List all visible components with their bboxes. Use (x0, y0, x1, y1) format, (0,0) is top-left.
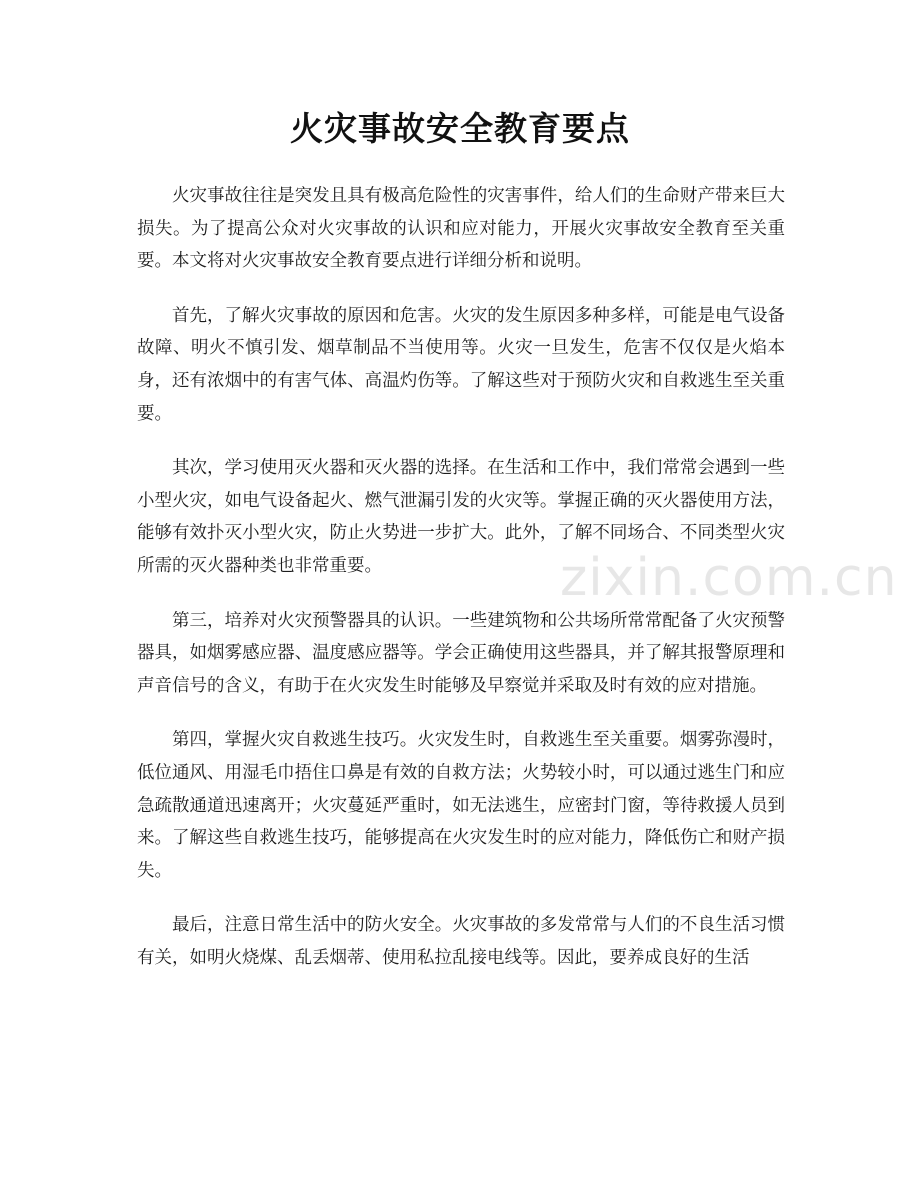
watermark-text: zixin.com.cn (560, 548, 898, 608)
paragraph-intro: 火灾事故往往是突发且具有极高危险性的灾害事件，给人们的生命财产带来巨大损失。为了提高公众对火灾事故的认识和应对能力，开展火灾事故安全教育至关重要。本文将对火灾事故安全教育要点进行详细分析和说明。 (137, 186, 785, 272)
paragraph-alarm: 第三，培养对火灾预警器具的认识。一些建筑物和公共场所常常配备了火灾预警器具，如烟雾感应器、温度感应器等。学会正确使用这些器具，并了解其报警原理和声音信号的含义，有助于在火灾发生时能够及早察觉并采取及时有效的应对措施。 (137, 610, 785, 696)
document-title: 火灾事故安全教育要点 (290, 109, 630, 148)
paragraph-extinguisher: 其次，学习使用灭火器和灭火器的选择。在生活和工作中，我们常常会遇到一些小型火灾，如电气设备起火、燃气泄漏引发的火灾等。掌握正确的灭火器使用方法，能够有效扑灭小型火灾，防止火势进一步扩大。此外，了解不同场合、不同类型火灾所需的灭火器种类也非常重要。 (137, 458, 785, 576)
document-body (137, 180, 785, 996)
paragraph-causes: 首先，了解火灾事故的原因和危害。火灾的发生原因多种多样，可能是电气设备故障、明火不慎引发、烟草制品不当使用等。火灾一旦发生，危害不仅仅是火焰本身，还有浓烟中的有害气体、高温灼伤等。了解这些对于预防火灾和自救逃生至关重要。 (137, 305, 785, 424)
paragraph-escape: 第四，掌握火灾自救逃生技巧。火灾发生时，自救逃生至关重要。烟雾弥漫时，低位通风、用湿毛巾捂住口鼻是有效的自救方法；火势较小时，可以通过逃生门和应急疏散通道迅速离开；火灾蔓延严重时，如无法逃生，应密封门窗，等待救援人员到来。了解这些自救逃生技巧，能够提高在火灾发生时的应对能力，降低伤亡和财产损失。 (137, 730, 785, 881)
paragraph-daily-safety: 最后，注意日常生活中的防火安全。火灾事故的多发常常与人们的不良生活习惯有关，如明火烧煤、乱丢烟蒂、使用私拉乱接电线等。因此，要养成良好的生活 (137, 915, 785, 968)
